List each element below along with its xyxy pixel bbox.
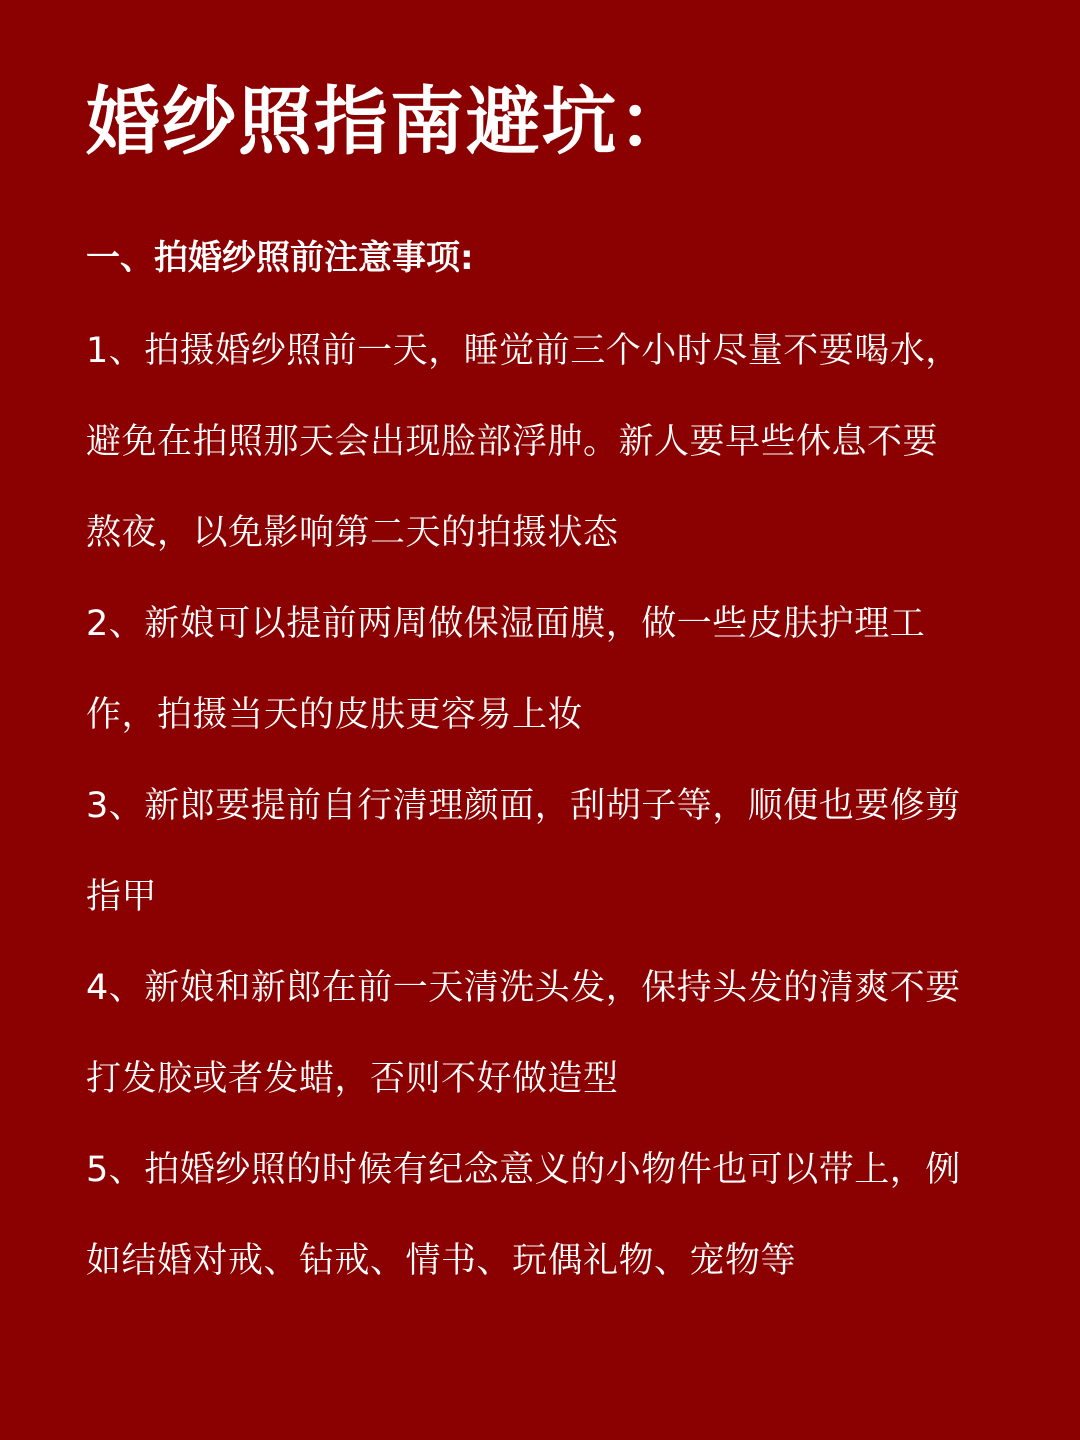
tip-line: 打发胶或者发蜡，否则不好做造型 xyxy=(86,1059,619,1099)
page-title: 婚纱照指南避坑： xyxy=(86,79,694,165)
tip-item-2 xyxy=(86,595,1006,777)
tip-line: 避免在拍照那天会出现脸部浮肿。新人要早些休息不要 xyxy=(86,422,939,462)
tip-line: 4、新娘和新郎在前一天清洗头发，保持头发的清爽不要 xyxy=(86,968,961,1008)
section-heading: 一、拍婚纱照前注意事项: xyxy=(86,238,474,278)
tip-line: 3、新郎要提前自行清理颜面，刮胡子等，顺便也要修剪 xyxy=(86,786,961,826)
tip-line: 5、拍婚纱照的时候有纪念意义的小物件也可以带上，例 xyxy=(86,1150,961,1190)
tip-line: 熬夜，以免影响第二天的拍摄状态 xyxy=(86,513,619,553)
tip-line: 1、拍摄婚纱照前一天，睡觉前三个小时尽量不要喝水， xyxy=(86,331,961,371)
tips-list xyxy=(86,322,1006,1323)
tip-item-1 xyxy=(86,322,1006,595)
tip-line: 2、新娘可以提前两周做保湿面膜，做一些皮肤护理工 xyxy=(86,604,926,644)
tip-item-3 xyxy=(86,777,1006,959)
tip-line: 如结婚对戒、钻戒、情书、玩偶礼物、宠物等 xyxy=(86,1241,797,1281)
tip-item-4 xyxy=(86,959,1006,1141)
tip-line: 指甲 xyxy=(86,877,158,917)
tip-item-5 xyxy=(86,1141,1006,1323)
tip-line: 作，拍摄当天的皮肤更容易上妆 xyxy=(86,695,584,735)
